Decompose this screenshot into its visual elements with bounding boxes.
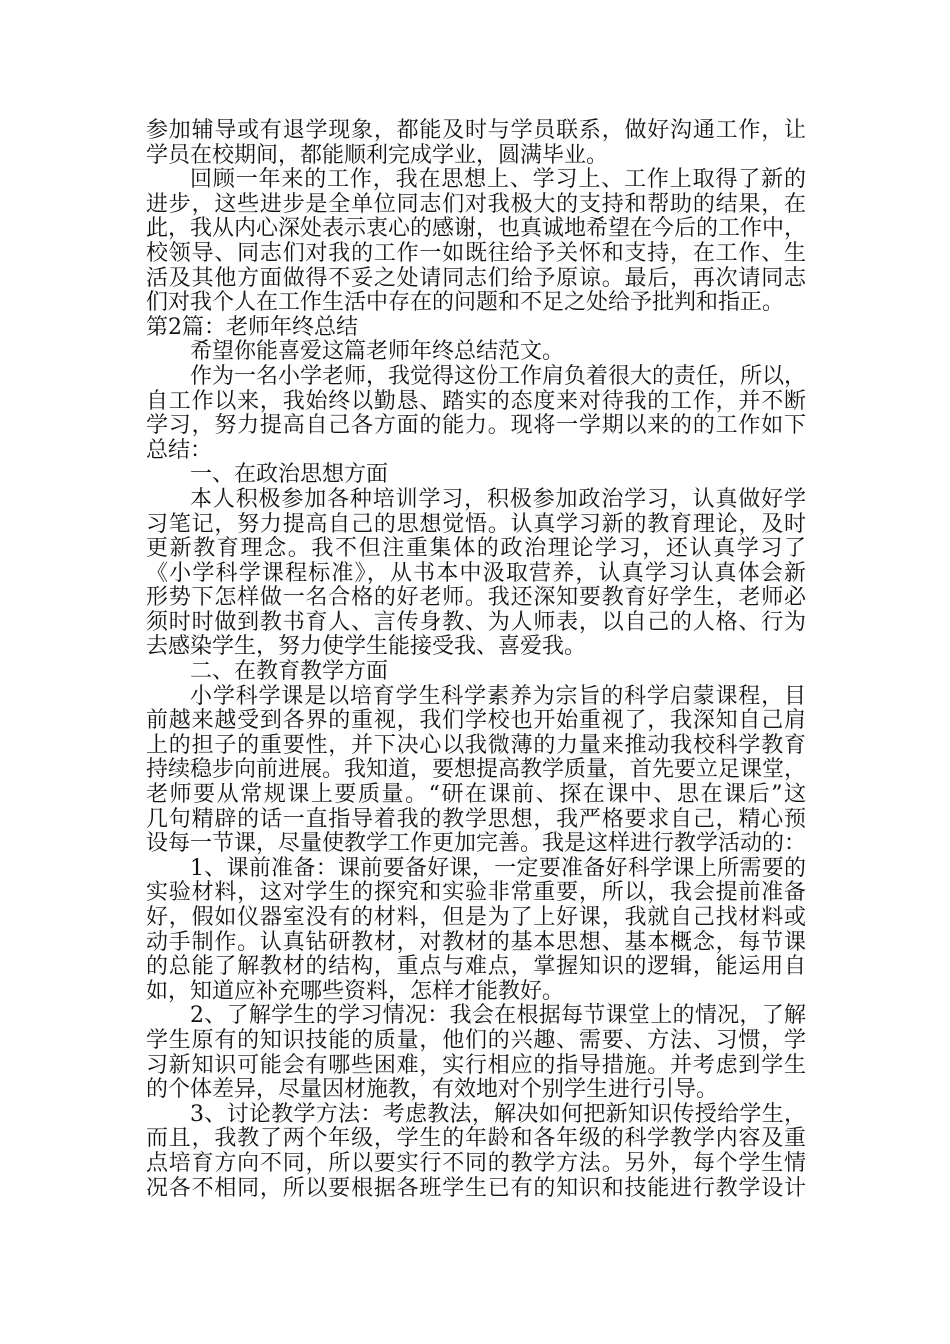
text-line: 学习，努力提高自己各方面的能力。现将一学期以来的的工作如下 bbox=[146, 413, 806, 439]
text-line: 老师要从常规课上要质量。“研在课前、探在课中、思在课后”这 bbox=[146, 782, 806, 808]
text-line: 此，我从内心深处表示衷心的感谢，也真诚地希望在今后的工作中， bbox=[146, 216, 807, 242]
text-line: 习笔记，努力提高自己的思想觉悟。认真学习新的教育理论，及时 bbox=[146, 511, 806, 537]
text-line: 况各不相同，所以要根据各班学生已有的知识和技能进行教学设计 bbox=[146, 1175, 806, 1201]
text-line: 一、在政治思想方面 bbox=[190, 462, 389, 488]
text-line: 设每一节课，尽量使教学工作更加完善。我是这样进行教学活动的： bbox=[146, 831, 807, 857]
text-line: 2、了解学生的学习情况：我会在根据每节课堂上的情况，了解 bbox=[190, 1003, 806, 1029]
text-line: 学员在校期间，都能顺利完成学业，圆满毕业。 bbox=[146, 142, 609, 168]
text-line: 好，假如仪器室没有的材料，但是为了上好课，我就自己找材料或 bbox=[146, 905, 806, 930]
text-line: 自工作以来，我始终以勤恳、踏实的态度来对待我的工作，并不断 bbox=[146, 388, 806, 414]
text-line: 1、课前准备：课前要备好课，一定要准备好科学课上所需要的 bbox=[190, 855, 806, 881]
text-line: 须时时做到教书育人、言传身教、为人师表，以自己的人格、行为 bbox=[146, 609, 806, 635]
text-line: 点培育方向不同，所以要实行不同的教学方法。另外，每个学生情 bbox=[146, 1150, 806, 1176]
text-line: 去感染学生，努力使学生能接受我、喜爱我。 bbox=[146, 634, 587, 660]
text-line: 的总能了解教材的结构，重点与难点，掌握知识的逻辑，能运用自 bbox=[146, 954, 806, 980]
text-line: 第2篇：老师年终总结 bbox=[146, 314, 358, 340]
text-line: 回顾一年来的工作，我在思想上、学习上、工作上取得了新的 bbox=[190, 167, 806, 193]
text-line: 而且，我教了两个年级，学生的年龄和各年级的科学教学内容及重 bbox=[146, 1126, 806, 1152]
text-line: 本人积极参加各种培训学习，积极参加政治学习，认真做好学 bbox=[190, 486, 806, 512]
text-line: 3、讨论教学方法：考虑教法，解决如何把新知识传授给学生， bbox=[190, 1101, 806, 1127]
document-body bbox=[146, 119, 806, 1201]
text-line: 的个体差异，尽量因材施教，有效地对个别学生进行引导。 bbox=[146, 1077, 719, 1103]
text-line: 希望你能喜爱这篇老师年终总结范文。 bbox=[190, 339, 565, 365]
text-line: 前越来越受到各界的重视，我们学校也开始重视了，我深知自己肩 bbox=[146, 708, 806, 734]
text-line: 持续稳步向前进展。我知道，要想提高教学质量，首先要立足课堂， bbox=[146, 757, 807, 783]
text-line: 更新教育理念。我不但注重集体的政治理论学习，还认真学习了 bbox=[146, 536, 806, 562]
text-line: 二、在教育教学方面 bbox=[190, 659, 389, 685]
text-line: 参加辅导或有退学现象，都能及时与学员联系，做好沟通工作，让 bbox=[146, 118, 806, 143]
text-line: 小学科学课是以培育学生科学素养为宗旨的科学启蒙课程，目 bbox=[190, 683, 806, 709]
text-line: 如，知道应补充哪些资料，怎样才能教好。 bbox=[146, 978, 565, 1004]
text-line: 总结： bbox=[146, 437, 213, 463]
text-line: 形势下怎样做一名合格的好老师。我还深知要教育好学生，老师必 bbox=[146, 585, 806, 611]
text-line: 实验材料，这对学生的探究和实验非常重要，所以，我会提前准备 bbox=[146, 880, 806, 906]
text-line: 进步，这些进步是全单位同志们对我极大的支持和帮助的结果，在 bbox=[146, 191, 806, 217]
text-line: 活及其他方面做得不妥之处请同志们给予原谅。最后，再次请同志 bbox=[146, 265, 806, 291]
text-line: 校领导、同志们对我的工作一如既往给予关怀和支持，在工作、生 bbox=[146, 240, 806, 266]
text-line: 学生原有的知识技能的质量，他们的兴趣、需要、方法、习惯，学 bbox=[146, 1027, 806, 1053]
text-line: 几句精辟的话一直指导着我的教学思想，我严格要求自己，精心预 bbox=[146, 806, 806, 832]
text-line: 作为一名小学老师，我觉得这份工作肩负着很大的责任，所以， bbox=[190, 363, 807, 389]
text-line: 上的担子的重要性，并下决心以我微薄的力量来推动我校科学教育 bbox=[146, 732, 806, 758]
text-line: 们对我个人在工作生活中存在的问题和不足之处给予批判和指正。 bbox=[146, 290, 785, 316]
text-line: 《小学科学课程标准》，从书本中汲取营养，认真学习认真体会新 bbox=[146, 560, 806, 586]
text-line: 动手制作。认真钻研教材，对教材的基本思想、基本概念，每节课 bbox=[146, 929, 806, 955]
text-line: 习新知识可能会有哪些困难，实行相应的指导措施。并考虑到学生 bbox=[146, 1052, 806, 1078]
